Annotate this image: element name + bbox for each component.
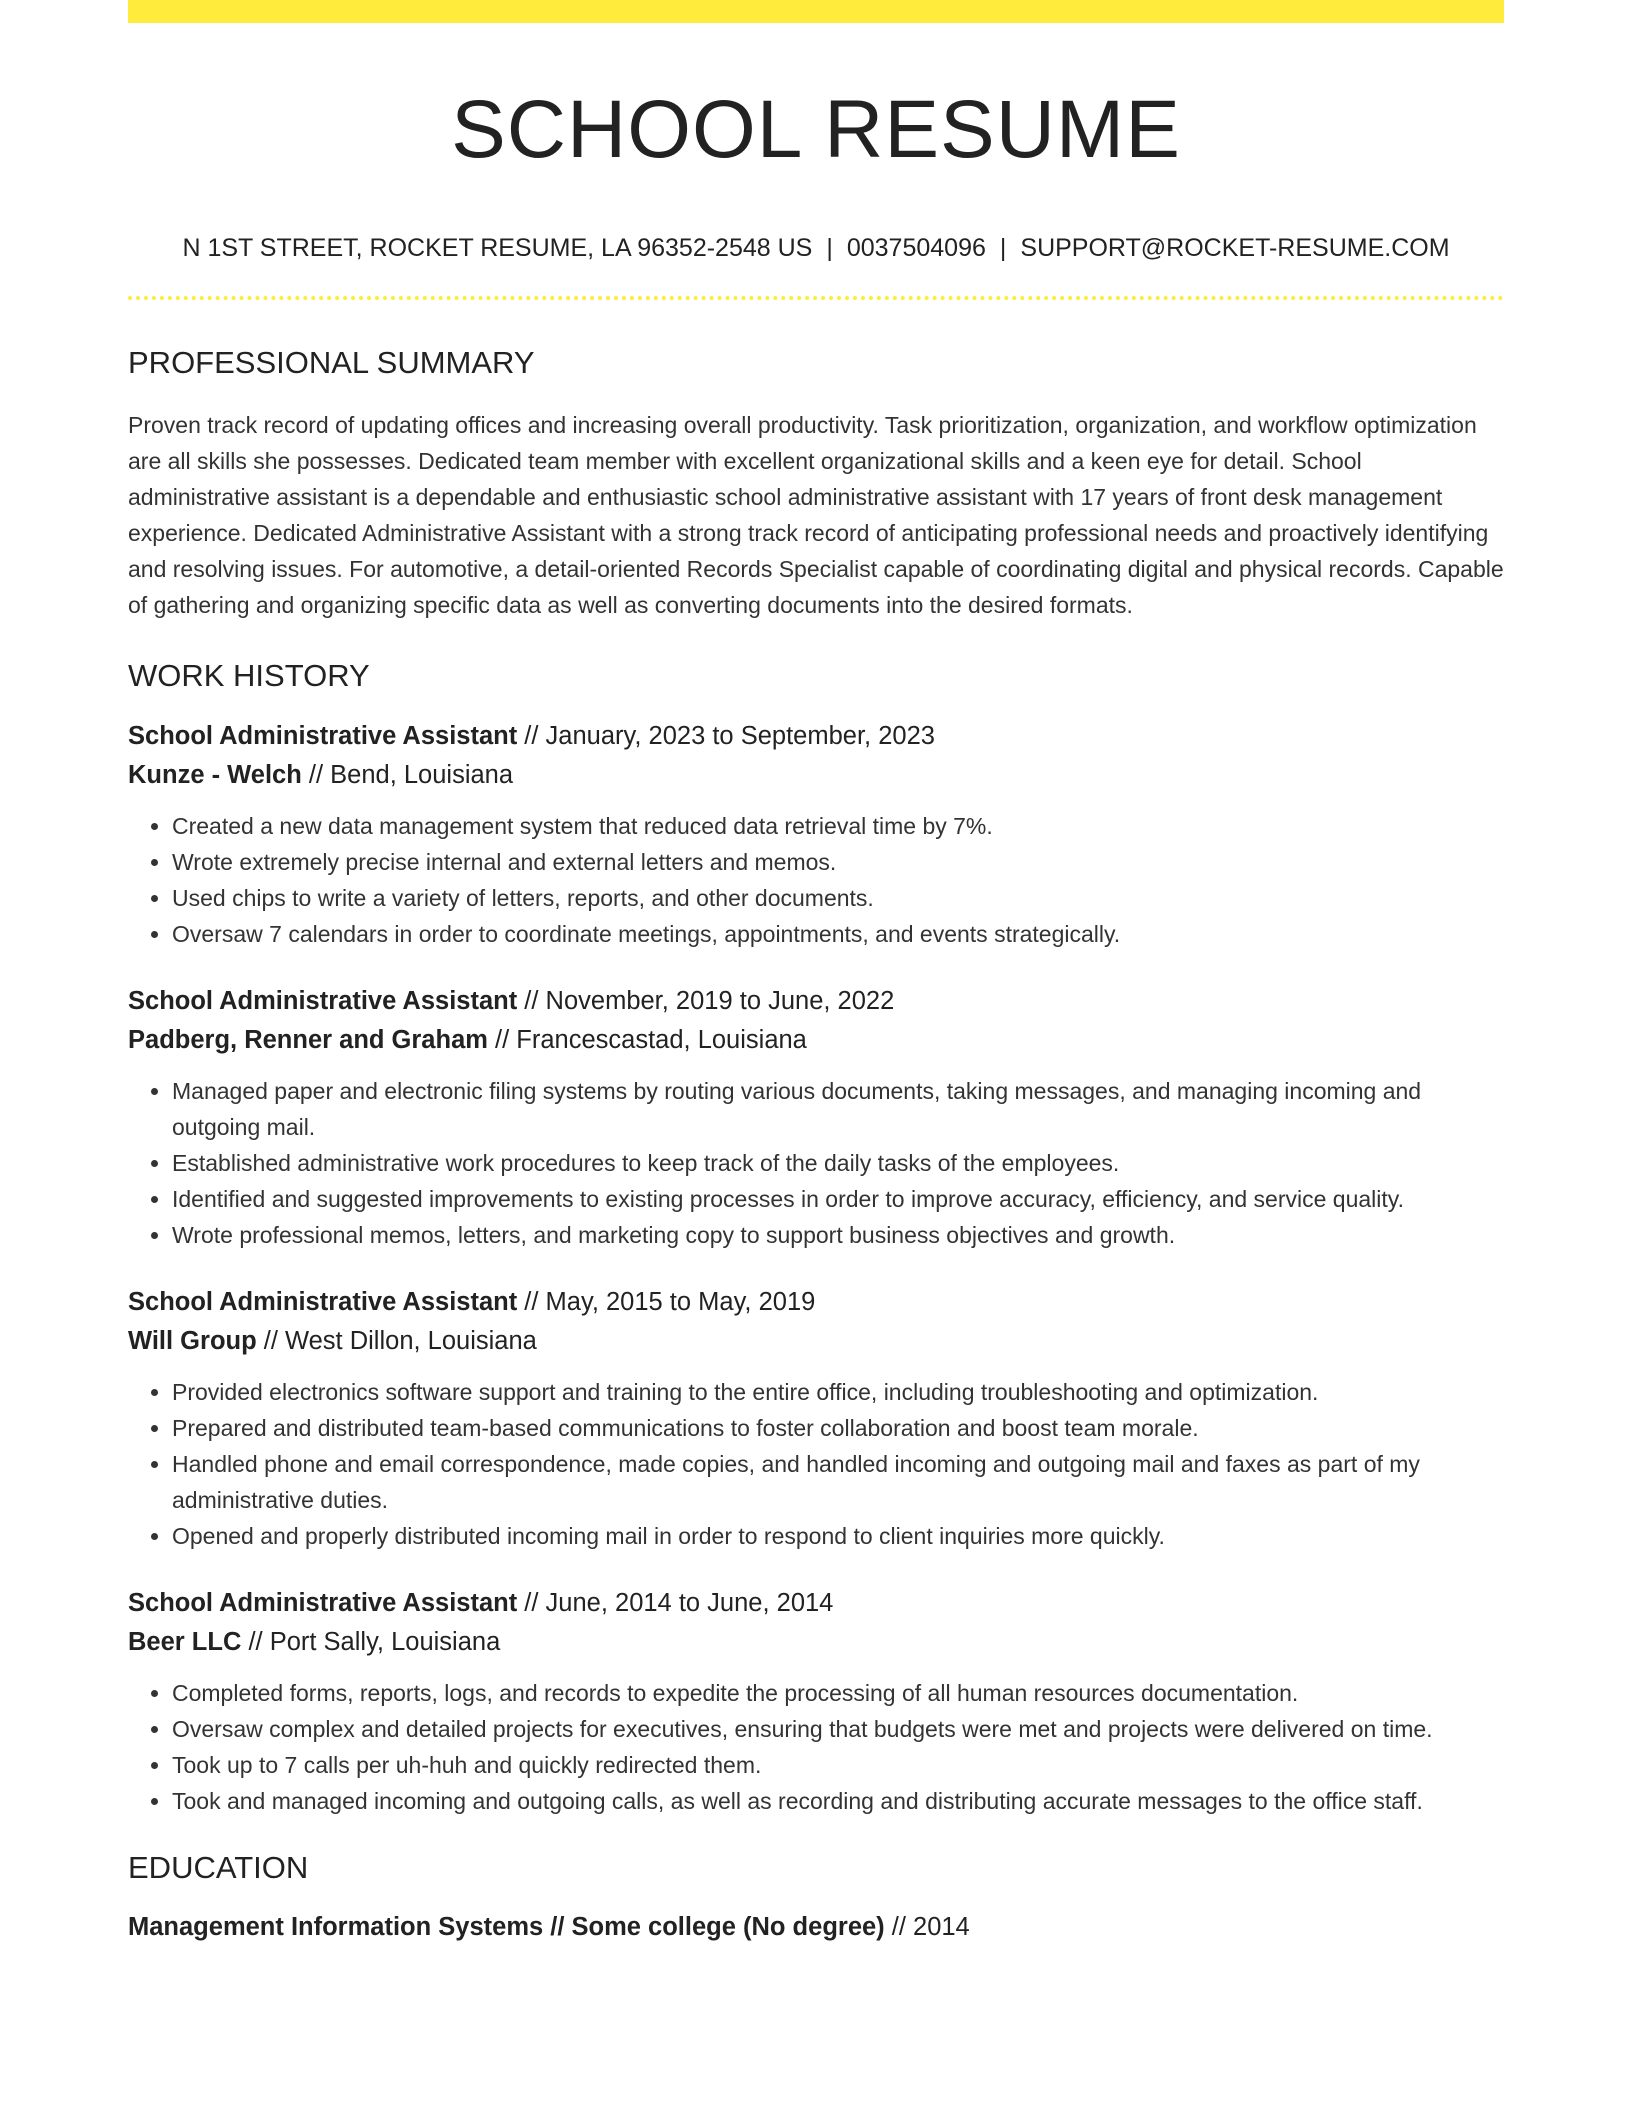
job-role: School Administrative Assistant (128, 1287, 518, 1316)
job-entry (128, 982, 1504, 1253)
job-bullet: • Created a new data management system that reduced data retrieval time by 7%. (172, 808, 1504, 844)
job-bullets (128, 1073, 1504, 1253)
job-bullet: • Took and managed incoming and outgoing calls, as well as recording and distributing accurate messages to the office staff. (172, 1783, 1504, 1819)
job-entry (128, 1283, 1504, 1554)
summary-heading: PROFESSIONAL SUMMARY (128, 345, 535, 381)
contact-separator: | (826, 234, 833, 263)
resume-name: SCHOOL RESUME (451, 84, 1181, 175)
top-accent-bar (128, 0, 1504, 23)
education-degree: Management Information Systems // Some college (No degree) (128, 1912, 885, 1941)
job-company: Kunze - Welch (128, 760, 302, 789)
job-bullet: • Established administrative work procedures to keep track of the daily tasks of the employees. (172, 1145, 1504, 1181)
work-history-heading: WORK HISTORY (128, 658, 370, 694)
job-bullet: • Wrote professional memos, letters, and marketing copy to support business objectives and growth. (172, 1217, 1504, 1253)
job-bullet: • Prepared and distributed team-based communications to foster collaboration and boost team morale. (172, 1410, 1504, 1446)
job-location: // Bend, Louisiana (301, 760, 514, 789)
job-role-line (128, 717, 1504, 756)
job-dates: // November, 2019 to June, 2022 (517, 986, 895, 1015)
job-dates: // January, 2023 to September, 2023 (517, 721, 935, 750)
job-company: Beer LLC (128, 1627, 242, 1656)
job-bullet: • Used chips to write a variety of letters, reports, and other documents. (172, 880, 1504, 916)
job-entry (128, 717, 1504, 952)
job-bullet: • Wrote extremely precise internal and external letters and memos. (172, 844, 1504, 880)
job-bullet: • Oversaw complex and detailed projects for executives, ensuring that budgets were met and projects were delivered on time. (172, 1711, 1504, 1747)
contact-separator: | (999, 234, 1007, 263)
job-company-line (128, 1021, 1504, 1060)
job-bullet: • Provided electronics software support and training to the entire office, including troubleshooting and optimization. (172, 1374, 1504, 1410)
contact-phone: 0037504096 (846, 234, 986, 263)
job-bullet: • Managed paper and electronic filing systems by routing various documents, taking messages, and managing incoming and outgoing mail. (172, 1073, 1504, 1145)
job-company: Will Group (128, 1326, 257, 1355)
dotted-divider (128, 296, 1504, 300)
education-entry (128, 1908, 1504, 1947)
education-year: // 2014 (884, 1912, 970, 1941)
education-heading: EDUCATION (128, 1849, 309, 1885)
job-bullets (128, 808, 1504, 952)
job-role: School Administrative Assistant (128, 721, 518, 750)
job-bullets (128, 1675, 1504, 1819)
job-role: School Administrative Assistant (128, 986, 518, 1015)
job-bullet: • Handled phone and email correspondence, made copies, and handled incoming and outgoing mail and faxes as part of my administrative duties. (172, 1446, 1504, 1518)
job-entry (128, 1584, 1504, 1819)
summary-text: Proven track record of updating offices and increasing overall productivity. Task prioritization, organization, and workflow optimization are all skills she possesses. Dedicated team member with excellent organizational skills and a keen eye for detail. School administrative assistant is a dependable and enthusiastic school administrative assistant with 17 years of front desk management experience. Dedicated Administrative Assistant with a strong track record of anticipating professional needs and proactively identifying and resolving issues. For automotive, a detail-oriented Records Specialist capable of coordinating digital and physical records. Capable of gathering and organizing specific data as well as converting documents into the desired formats. (128, 412, 1504, 619)
resume-page (128, 0, 1504, 1947)
job-location: // West Dillon, Louisiana (256, 1326, 537, 1355)
job-dates: // May, 2015 to May, 2019 (517, 1287, 816, 1316)
contact-line (128, 233, 1504, 263)
job-bullet: • Opened and properly distributed incoming mail in order to respond to client inquiries more quickly. (172, 1518, 1504, 1554)
job-role-line (128, 1584, 1504, 1623)
job-location: // Francescastad, Louisiana (487, 1025, 807, 1054)
job-bullet: • Completed forms, reports, logs, and records to expedite the processing of all human resources documentation. (172, 1675, 1504, 1711)
job-bullet: • Oversaw 7 calendars in order to coordinate meetings, appointments, and events strategically. (172, 916, 1504, 952)
job-bullets (128, 1374, 1504, 1554)
job-company-line (128, 1322, 1504, 1361)
contact-email[interactable]: SUPPORT@ROCKET-RESUME.COM (1020, 234, 1450, 263)
job-role-line (128, 1283, 1504, 1322)
job-company-line (128, 1623, 1504, 1662)
job-dates: // June, 2014 to June, 2014 (517, 1588, 834, 1617)
job-role: School Administrative Assistant (128, 1588, 518, 1617)
job-bullet: • Identified and suggested improvements to existing processes in order to improve accuracy, efficiency, and service quality. (172, 1181, 1504, 1217)
contact-address: N 1ST STREET, ROCKET RESUME, LA 96352-2548 US (182, 234, 813, 263)
job-company-line (128, 756, 1504, 795)
job-location: // Port Sally, Louisiana (241, 1627, 501, 1656)
job-company: Padberg, Renner and Graham (128, 1025, 488, 1054)
job-bullet: • Took up to 7 calls per uh-huh and quickly redirected them. (172, 1747, 1504, 1783)
job-role-line (128, 982, 1504, 1021)
